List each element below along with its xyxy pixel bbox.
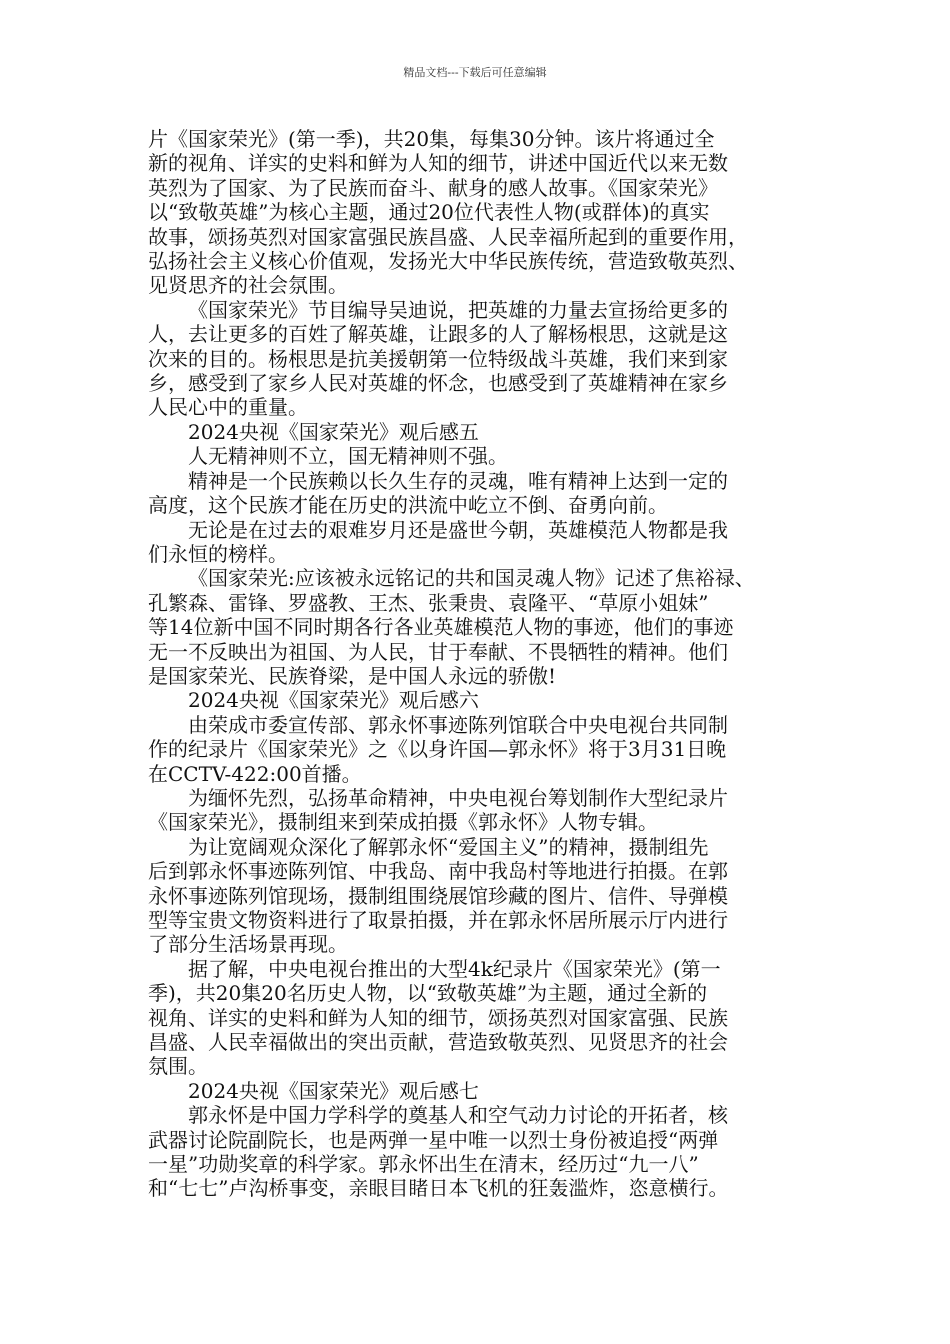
text-line: 武器讨论院副院长，也是两弹一星中唯一以烈士身份被追授“两弹 [148,1127,719,1152]
text-line: 《国家荣光》，摄制组来到荣成拍摄《郭永怀》人物专辑。 [148,810,658,835]
text-line: 一星”功勋奖章的科学家。郭永怀出生在清末，经历过“九一八” [148,1152,699,1177]
text-line: 孔繁森、雷锋、罗盛教、王杰、张秉贵、袁隆平、“草原小姐妹” [148,590,709,615]
text-line: 们永恒的榜样。 [148,541,288,566]
text-line: 视角、详实的史料和鲜为人知的细节，颂扬英烈对国家富强、民族 [148,1005,728,1030]
text-line: 2024央视《国家荣光》观后感七 [188,1078,479,1103]
text-line: 永怀事迹陈列馆现场，摄制组围绕展馆珍藏的图片、信件、导弹模 [148,883,728,908]
text-line: 人，去让更多的百姓了解英雄，让跟多的人了解杨根思，这就是这 [148,322,728,347]
text-line: 高度，这个民族才能在历史的洪流中屹立不倒、奋勇向前。 [148,493,668,518]
text-line: 氛围。 [148,1054,208,1079]
text-line: 季)，共20集20名历史人物，以“致敬英雄”为主题，通过全新的 [148,981,708,1006]
text-line: 和“七七”卢沟桥事变，亲眼目睹日本飞机的狂轰滥炸，恣意横行。 [148,1176,729,1201]
text-line: 无论是在过去的艰难岁月还是盛世今朝，英雄模范人物都是我 [188,517,728,542]
text-line: 乡，感受到了家乡人民对英雄的怀念，也感受到了英雄精神在家乡 [148,371,728,396]
text-line: 了部分生活场景再现。 [148,932,348,957]
text-line: 精神是一个民族赖以长久生存的灵魂，唯有精神上达到一定的 [188,468,728,493]
text-line: 片《国家荣光》(第一季)，共20集，每集30分钟。该片将通过全 [148,127,715,151]
page-header: 精品文档---下载后可任意编辑 [403,66,547,79]
text-line: 故事，颂扬英烈对国家富强民族昌盛、人民幸福所起到的重要作用， [148,224,748,249]
text-line: 后到郭永怀事迹陈列馆、中我岛、南中我岛村等地进行拍摄。在郭 [148,859,728,884]
text-line: 2024央视《国家荣光》观后感六 [188,688,479,713]
text-line: 英烈为了国家、为了民族而奋斗、献身的感人故事。《国家荣光》 [148,175,718,200]
text-line: 《国家荣光:应该被永远铭记的共和国灵魂人物》记述了焦裕禄、 [188,566,755,591]
text-line: 为让宽阔观众深化了解郭永怀“爱国主义”的精神，摄制组先 [188,834,709,859]
text-line: 是国家荣光、民族脊梁，是中国人永远的骄傲! [148,663,557,688]
text-line: 昌盛、人民幸福做出的突出贡献，营造致敬英烈、见贤思齐的社会 [148,1030,728,1055]
text-line: 人无精神则不立，国无精神则不强。 [188,444,508,469]
text-line: 作的纪录片《国家荣光》之《以身许国—郭永怀》将于3月31日晚 [148,737,727,762]
document-body [148,127,824,1201]
text-line: 郭永怀是中国力学科学的奠基人和空气动力讨论的开拓者，核 [188,1103,728,1128]
text-line: 次来的目的。杨根思是抗美援朝第一位特级战斗英雄，我们来到家 [148,346,728,371]
text-line: 由荣成市委宣传部、郭永怀事迹陈列馆联合中央电视台共同制 [188,712,728,737]
text-line: 据了解，中央电视台推出的大型4k纪录片《国家荣光》(第一 [188,956,721,981]
text-line: 无一不反映出为祖国、为人民，甘于奉献、不畏牺牲的精神。他们 [148,639,728,664]
text-line: 以“致敬英雄”为核心主题，通过20位代表性人物(或群体)的真实 [148,200,710,225]
text-line: 2024央视《国家荣光》观后感五 [188,419,479,444]
text-line: 见贤思齐的社会氛围。 [148,273,348,298]
text-line: 为缅怀先烈，弘扬革命精神，中央电视台筹划制作大型纪录片 [188,785,728,810]
text-line: 等14位新中国不同时期各行各业英雄模范人物的事迹，他们的事迹 [148,615,734,640]
text-line: 弘扬社会主义核心价值观，发扬光大中华民族传统，营造致敬英烈、 [148,249,748,274]
text-line: 《国家荣光》节目编导吴迪说，把英雄的力量去宣扬给更多的 [188,297,728,322]
text-line: 人民心中的重量。 [148,395,308,420]
text-line: 新的视角、详实的史料和鲜为人知的细节，讲述中国近代以来无数 [148,151,728,176]
text-line: 在CCTV-422:00首播。 [148,761,362,786]
text-line: 型等宝贵文物资料进行了取景拍摄，并在郭永怀居所展示厅内进行 [148,908,728,932]
